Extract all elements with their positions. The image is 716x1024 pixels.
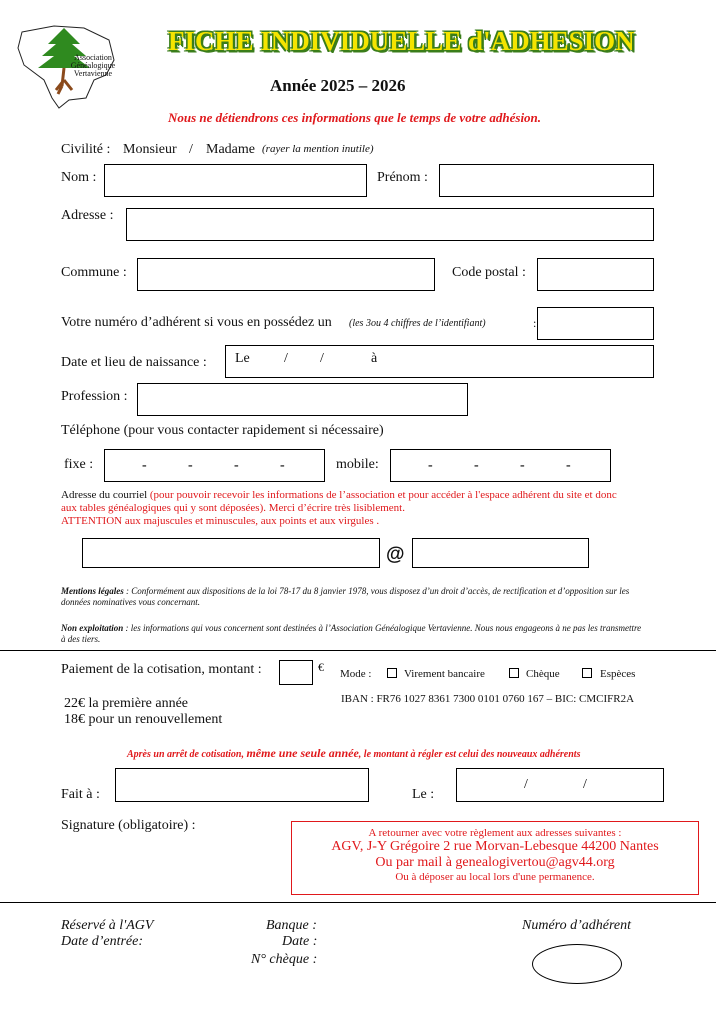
nonexp-title: Non exploitation bbox=[61, 623, 124, 633]
date-entree: Date d’entrée: bbox=[61, 934, 144, 949]
commune-field[interactable] bbox=[137, 258, 435, 291]
courriel-text-3: ATTENTION aux majuscules et minuscules, aux points et aux virgules . bbox=[61, 515, 380, 527]
arret-notice bbox=[127, 746, 580, 761]
naissance-label: Date et lieu de naissance : bbox=[61, 355, 207, 370]
montant-field[interactable] bbox=[279, 660, 313, 685]
mobile-dash: - bbox=[566, 458, 571, 473]
mentions-legales bbox=[61, 586, 711, 608]
mobile-label: mobile: bbox=[336, 457, 379, 472]
naissance-a: à bbox=[371, 351, 378, 366]
arret-text-2: même une seule année bbox=[246, 746, 359, 760]
price-first-year: 22€ la première année bbox=[64, 696, 188, 711]
especes-label: Espèces bbox=[600, 668, 636, 680]
at-sign: @ bbox=[386, 544, 405, 565]
fixe-dash: - bbox=[280, 458, 285, 473]
virement-label: Virement bancaire bbox=[404, 668, 485, 680]
le-label: Le : bbox=[412, 787, 435, 802]
numero-label: Votre numéro d’adhérent si vous en possédez un bbox=[61, 315, 332, 330]
date-slash: / bbox=[524, 777, 528, 792]
naissance-field[interactable] bbox=[225, 345, 654, 378]
mode-label: Mode : bbox=[340, 668, 372, 680]
reserve-agv: Réservé à l'AGV bbox=[61, 918, 154, 933]
return-address-box bbox=[291, 821, 699, 895]
numero-adherent-oval[interactable] bbox=[532, 944, 622, 984]
nom-field[interactable] bbox=[104, 164, 367, 197]
profession-field[interactable] bbox=[137, 383, 468, 416]
year: Année 2025 – 2026 bbox=[270, 76, 406, 95]
email-local-field[interactable] bbox=[82, 538, 380, 568]
mobile-dash: - bbox=[428, 458, 433, 473]
numero-adherent-label: Numéro d’adhérent bbox=[522, 918, 631, 933]
adresse-label: Adresse : bbox=[61, 208, 114, 223]
privacy-notice: Nous ne détiendrons ces informations que le temps de votre adhésion. bbox=[168, 110, 542, 125]
telephone-label: Téléphone (pour vous contacter rapidement si nécessaire) bbox=[61, 423, 384, 438]
civilite-label: Civilité : bbox=[61, 142, 111, 157]
fixe-dash: - bbox=[234, 458, 239, 473]
mentions-text-1: : Conformément aux dispositions de la loi 78-17 du 8 janvier 1978, vous disposez d’un droit d’accès, de rectification et d’opposition sur les bbox=[123, 586, 630, 596]
mentions-title: Mentions légales bbox=[61, 586, 124, 596]
logo bbox=[14, 20, 124, 110]
date-slash: / bbox=[583, 777, 587, 792]
date-field[interactable] bbox=[456, 768, 664, 802]
commune-label: Commune : bbox=[61, 265, 127, 280]
euro-sign: € bbox=[318, 660, 324, 674]
logo-text bbox=[58, 54, 128, 78]
mentions-text-2: données nominatives vous concernant. bbox=[61, 597, 200, 607]
paiement-label: Paiement de la cotisation, montant : bbox=[61, 662, 262, 677]
civilite-monsieur[interactable]: Monsieur bbox=[123, 142, 177, 157]
return-line-1: A retourner avec votre règlement aux adresses suivantes : bbox=[368, 827, 622, 839]
fait-a-label: Fait à : bbox=[61, 787, 100, 802]
arret-text-3: , le montant à régler est celui des nouveaux adhérents bbox=[358, 749, 581, 760]
prenom-field[interactable] bbox=[439, 164, 654, 197]
especes-checkbox[interactable] bbox=[582, 668, 592, 678]
courriel-text-1: (pour pouvoir recevoir les informations de l’association et pour accéder à l'espace adhérent du site et donc bbox=[149, 489, 617, 501]
prenom-label: Prénom : bbox=[377, 170, 428, 185]
virement-checkbox[interactable] bbox=[387, 668, 397, 678]
mobile-dash: - bbox=[520, 458, 525, 473]
numero-hint: (les 3ou 4 chiffres de l’identifiant) bbox=[349, 318, 486, 329]
nonexp-text-2: à des tiers. bbox=[61, 634, 101, 644]
fixe-dash: - bbox=[142, 458, 147, 473]
courriel-label: Adresse du courriel bbox=[61, 489, 148, 501]
divider bbox=[0, 902, 716, 903]
nonexp-text-1: : les informations qui vous concernent sont destinées à l’Association Généalogique Vertavienne. Nous nous engageons à ne pas les transmettre bbox=[123, 623, 642, 633]
email-domain-field[interactable] bbox=[412, 538, 589, 568]
fixe-dash: - bbox=[188, 458, 193, 473]
adresse-field[interactable] bbox=[126, 208, 654, 241]
mobile-field[interactable] bbox=[390, 449, 611, 482]
price-renewal: 18€ pour un renouvellement bbox=[64, 712, 223, 727]
code-postal-field[interactable] bbox=[537, 258, 654, 291]
numero-field[interactable] bbox=[537, 307, 654, 340]
naissance-le: Le bbox=[235, 351, 250, 366]
courriel-info bbox=[61, 489, 701, 528]
signature-label: Signature (obligatoire) : bbox=[61, 818, 196, 833]
fixe-field[interactable] bbox=[104, 449, 325, 482]
logo-line-1: Association bbox=[74, 53, 112, 62]
return-line-2: AGV, J-Y Grégoire 2 rue Morvan-Lebesque 44200 Nantes bbox=[331, 839, 659, 854]
return-line-4: Ou à déposer au local lors d'une permanence. bbox=[395, 871, 595, 883]
logo-line-2: Généalogique bbox=[70, 61, 116, 70]
civilite-separator: / bbox=[189, 142, 193, 157]
nom-label: Nom : bbox=[61, 170, 97, 185]
divider bbox=[0, 650, 716, 651]
cheque-checkbox[interactable] bbox=[509, 668, 519, 678]
mobile-dash: - bbox=[474, 458, 479, 473]
banque-label: Banque : bbox=[266, 918, 317, 933]
return-line-3[interactable]: Ou par mail à genealogivertou@agv44.org bbox=[375, 855, 615, 870]
cheque-number-label: N° chèque : bbox=[251, 952, 318, 967]
footer-date-label: Date : bbox=[282, 934, 318, 949]
iban: IBAN : FR76 1027 8361 7300 0101 0760 167 – BIC: CMCIFR2A bbox=[341, 693, 635, 705]
arret-text-1: Après un arrêt de cotisation, bbox=[127, 749, 247, 760]
fixe-label: fixe : bbox=[64, 457, 94, 472]
numero-colon: : bbox=[533, 316, 537, 330]
cheque-label: Chèque bbox=[526, 668, 560, 680]
fait-a-field[interactable] bbox=[115, 768, 369, 802]
civilite-madame[interactable]: Madame bbox=[206, 142, 255, 157]
civilite-hint: (rayer la mention inutile) bbox=[262, 143, 374, 155]
courriel-text-2: aux tables généalogiques qui y sont déposées). Merci d’écrire très lisiblement. bbox=[61, 502, 405, 514]
naissance-slash-1: / bbox=[284, 351, 288, 366]
page-title: FICHE INDIVIDUELLE d'ADHESION bbox=[168, 26, 635, 56]
profession-label: Profession : bbox=[61, 389, 128, 404]
code-postal-label: Code postal : bbox=[452, 265, 526, 280]
non-exploitation bbox=[61, 623, 711, 645]
logo-line-3: Vertavienne bbox=[73, 69, 113, 78]
naissance-slash-2: / bbox=[320, 351, 324, 366]
